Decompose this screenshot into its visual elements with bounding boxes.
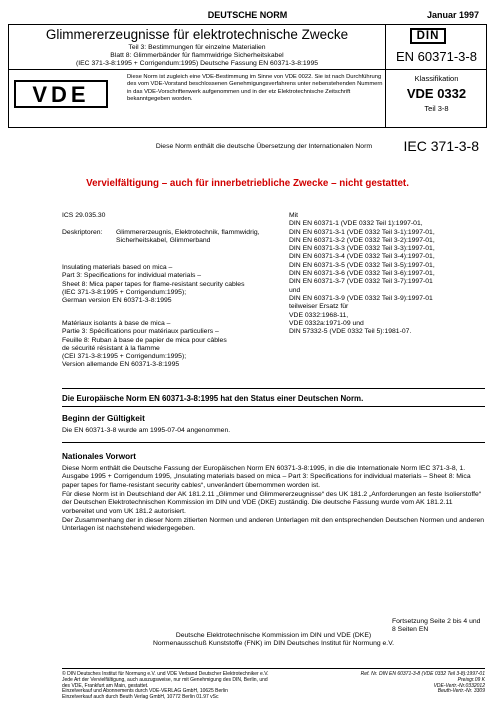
copyright-line: Einzelverkauf auch durch Beuth Verlag GmbH, 10772 Berlin 01.97 vSc [62,694,219,701]
en-number: EN 60371-3-8 [396,49,477,64]
classification-number: VDE 0332 [406,86,467,101]
iec-number: IEC 371-3-8 [403,138,479,154]
iec-reference [8,138,487,158]
copyright-line: Einzelverkauf und Abonnements durch VDE-VERLAG GmbH, 10625 Berlin [62,688,228,695]
committee-line: Deutsche Elektrotechnische Kommission im DIN und VDE (DKE) [175,632,372,639]
page-header [8,10,487,24]
foreword-heading: Nationales Vorwort [62,452,137,461]
foreword-paragraph: Für diese Norm ist in Deutschland der AK 181.2.11 „Glimmer und Glimmererzeugnisse“ des UK 181.2 „Anforderungen an feste Isolierstoffe“ der Deutschen Elektrotechnischen Kommission im DIN und VDE (DKE) zuständig. Die deutsche Fassung wurde vom AK 181.2.11 vorbereitet und vom UK 181.2 autorisiert. [62,491,482,515]
english-title-line: Insulating materials based on mica – [62,264,173,271]
replacement-line: teilweiser Ersatz für [289,303,349,311]
replacement-line: Mit [289,212,299,219]
title-box [8,24,487,128]
committee-info [62,632,485,649]
replacement-line: DIN EN 60371-3-1 (VDE 0332 Teil 3-1):1997-01, [289,228,435,236]
copyright-line: Jede Art der Vervielfältigung, auch auszugsweise, nur mit Genehmigung des DIN, Berlin, und [62,676,268,683]
foreword-paragraph: Diese Norm enthält die Deutsche Fassung der Europäischen Norm EN 60371-3-8:1995, in die die Internationale Norm IEC 371-3-8, 1. Ausgabe 1995 + Corrigendum 1995, „Insulating materials based on mica – Part 3: Specifications for individual materials – Sheet 8: Mica paper tapes for flame-resistant security cables“, unverändert übernommen worden ist. [62,465,471,489]
iec-note: Diese Norm enthält die deutsche Übersetzung der Internationalen Norm [155,143,372,150]
english-title-line: (IEC 371-3-8:1995 + Corrigendum:1995); [62,288,187,296]
replacement-line: DIN EN 60371-3-9 (VDE 0332 Teil 3-9):1997-01 [289,294,433,302]
reference-info [320,672,485,695]
copy-warning: Vervielfältigung – auch für innerbetriebliche Zwecke – nicht gestattet. [86,178,409,189]
english-title [62,264,272,305]
document-title: Glimmererzeugnisse für elektrotechnische Zwecke [45,27,349,42]
replacement-line: DIN EN 60371-3-4 (VDE 0332 Teil 3-4):1997-01, [289,253,435,261]
replacement-line: und [289,286,301,294]
continuation-line: Fortsetzung Seite 2 bis 4 und [392,618,481,625]
descriptors-label: Deskriptoren: [62,229,103,236]
replacement-line: VDE 0332:1968-11, [289,311,349,319]
copyright-line: des VDE, Frankfurt am Main, gestattet. [62,682,149,689]
reference-line: Ref. Nr. DIN EN 60371-3-8 (VDE 0332 Teil 3-8):1997-01 [360,671,485,677]
validity-text: Die EN 60371-3-8 wurde am 1995-07-04 angenommen. [62,427,231,434]
copyright-line: © DIN Deutsches Institut für Normung e.V. und VDE Verband Deutscher Elektrotechniker e.V. [62,671,269,677]
replacement-line: DIN 57332-5 (VDE 0332 Teil 5):1981-07. [289,328,412,336]
classification-label: Klassifikation [414,74,459,83]
replacement-line: DIN EN 60371-3-2 (VDE 0332 Teil 3-2):1997-01, [289,236,435,244]
reference-line: Preisgr.09 K [457,676,485,683]
reference-line: VDE-Vertr.-Nr.0332012 [433,682,485,689]
continuation-line: 8 Seiten EN [392,626,429,634]
french-title-line: (CEI 371-3-8:1995 + Corrigendum:1995); [62,353,187,361]
validity-heading: Beginn der Gültigkeit [62,414,145,423]
descriptors-text: Glimmererzeugnis, Elektrotechnik, flammwidrig, Sicherheitskabel, Glimmerband [116,229,260,245]
issue-date: Januar 1997 [426,10,479,20]
reference-line: Beuth-Vertr.-Nr. 3309 [437,688,485,695]
divider [62,406,485,407]
title-sheet: Blatt 8: Glimmerbänder für flammwidrige Sicherheitskabel [110,52,284,59]
divider [62,668,485,669]
ics-code: ICS 29.035.30 [62,212,106,219]
french-title-line: Partie 3: Spécifications pour matériaux particuliers – [62,328,219,336]
foreword-paragraph: Der Zusammenhang der in dieser Norm zitierten Normen und anderen Unterlagen mit den entsprechenden Deutschen Normen und anderen Unterlagen ist nachstehend wiedergegeben. [62,517,485,533]
divider [62,388,485,389]
replacement-line: DIN EN 60371-3-5 (VDE 0332 Teil 3-5):1997-01, [289,261,435,269]
copyright-notice [62,672,312,701]
replacement-line: DIN EN 60371-1 (VDE 0332 Teil 1):1997-01, [289,220,423,228]
french-title [62,320,272,370]
divider [62,442,485,443]
english-title-line: Part 3: Specifications for individual materials – [62,272,202,280]
vde-notice: Diese Norm ist zugleich eine VDE-Bestimmung im Sinne von VDE 0022. Sie ist nach Durchführung des vom VDE-Vorstand beschlossenen Genehmigungsverfahrens unter nebenstehenden Nummern in das VDE-Vorschriftenwerk aufgenommen und in der etz Elektrotechnische Zeitschrift bekanntgegeben worden. [127,74,383,102]
vde-logo: VDE [14,80,108,108]
french-title-line: Matériaux isolants à base de mica – [62,320,171,327]
replacement-line: DIN EN 60371-3-7 (VDE 0332 Teil 3-7):1997-01 [289,278,433,286]
standard-series: DEUTSCHE NORM [207,10,288,20]
replacement-line: DIN EN 60371-3-3 (VDE 0332 Teil 3-3):1997-01, [289,245,435,253]
french-title-line: Version allemande EN 60371-3-8:1995 [62,361,180,369]
replacement-line: VDE 0332a:1971-09 und [289,319,364,327]
french-title-line: Feuille 8: Ruban à base de papier de mica pour câbles [62,336,227,344]
classification-part: Teil 3-8 [424,104,449,113]
divider [9,69,486,70]
english-title-line: Sheet 8: Mica paper tapes for flame-resistant security cables [62,280,245,288]
title-version: (IEC 371-3-8:1995 + Corrigendum:1995) Deutsche Fassung EN 60371-3-8:1995 [76,60,318,67]
status-statement: Die Europäische Norm EN 60371-3-8:1995 hat den Status einer Deutschen Norm. [62,394,364,403]
committee-line: Normenausschuß Kunststoffe (FNK) im DIN Deutsches Institut für Normung e.V. [152,640,394,648]
din-logo: DIN [410,28,446,44]
english-title-line: German version EN 60371-3-8:1995 [62,297,172,305]
replacement-line: DIN EN 60371-3-6 (VDE 0332 Teil 3-6):1997-01, [289,270,435,278]
replacement-list [289,212,489,336]
french-title-line: de sécurité résistant à la flamme [62,344,160,352]
title-part: Teil 3: Bestimmungen für einzelne Materialien [128,44,266,51]
